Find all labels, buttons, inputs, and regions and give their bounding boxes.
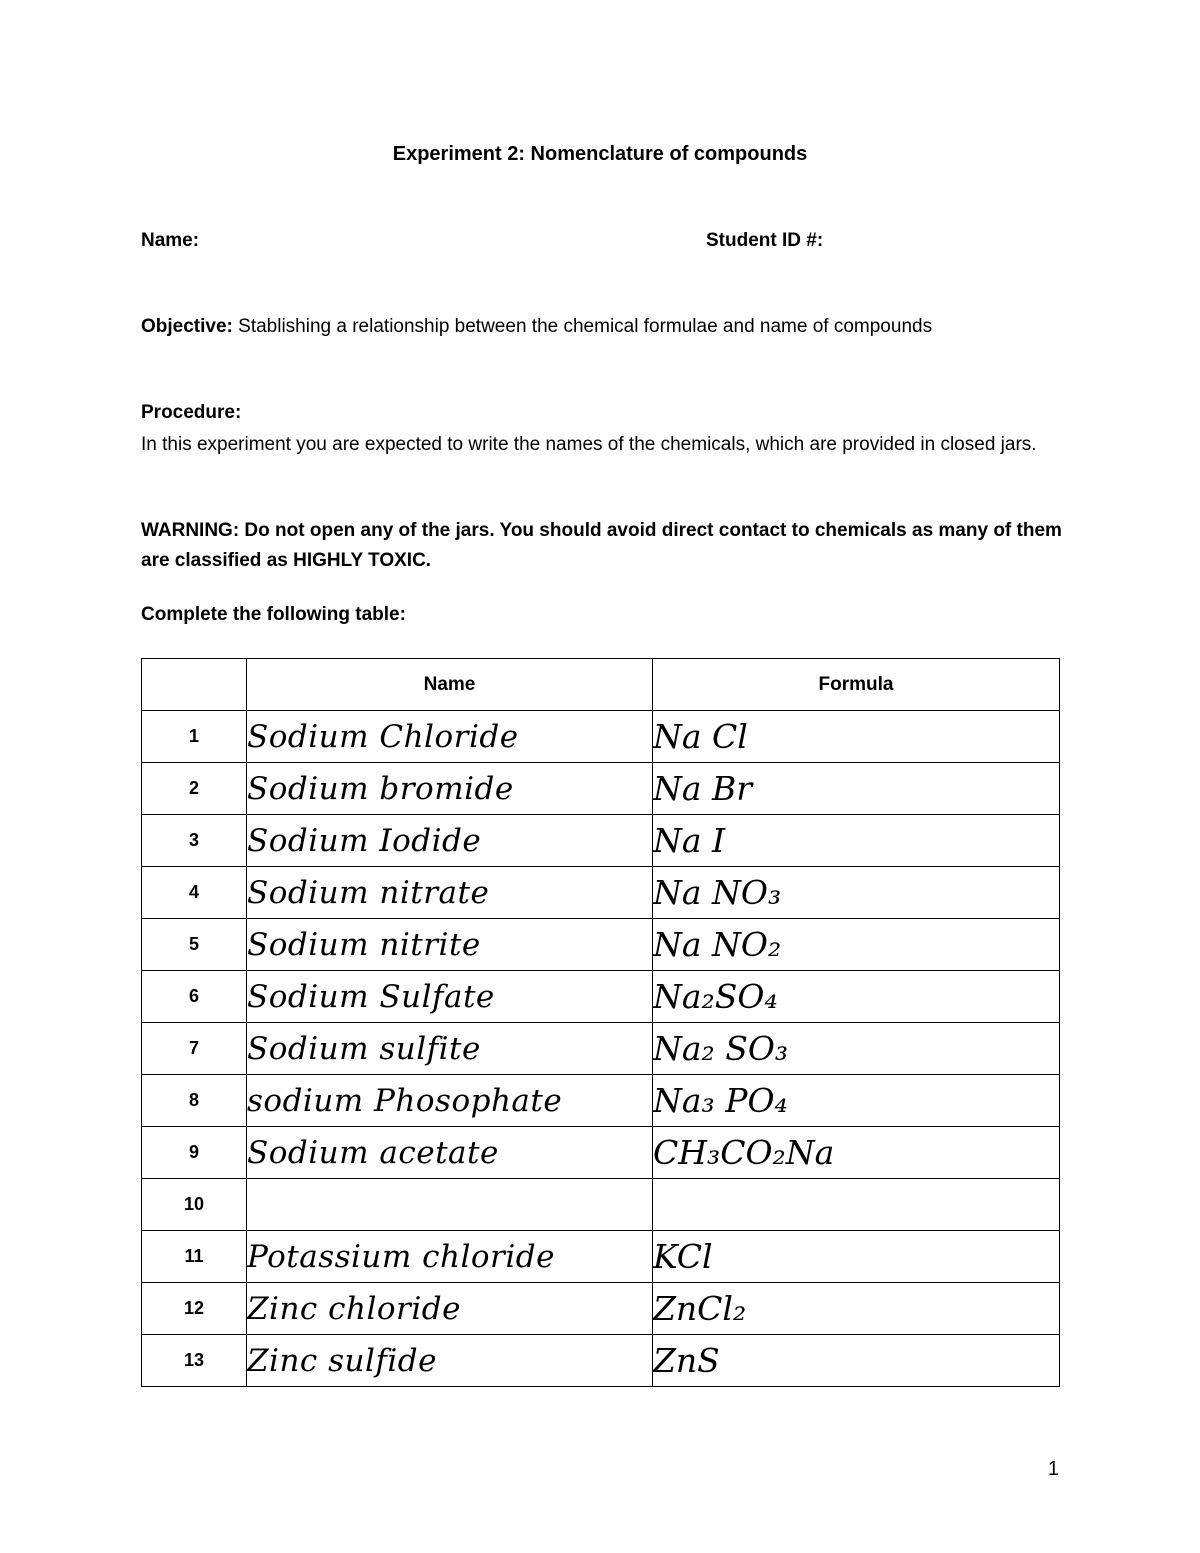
table-header-row <box>142 659 1060 711</box>
compound-formula <box>653 1179 1060 1231</box>
compound-name: Sodium Iodide <box>247 815 653 867</box>
compound-formula: Na Cl <box>653 711 1060 763</box>
table-intro: Complete the following table: <box>141 604 406 625</box>
row-number: 13 <box>142 1335 247 1387</box>
row-number: 4 <box>142 867 247 919</box>
compound-name: Sodium bromide <box>247 763 653 815</box>
warning-text: WARNING: Do not open any of the jars. You should avoid direct contact to chemicals as many of them are classified as HIGHLY TOXIC. <box>141 520 1062 571</box>
row-number: 3 <box>142 815 247 867</box>
compound-name: Sodium Chloride <box>247 711 653 763</box>
row-number: 12 <box>142 1283 247 1335</box>
compound-formula: KCl <box>653 1231 1060 1283</box>
table-row <box>142 1075 1060 1127</box>
row-number: 5 <box>142 919 247 971</box>
compound-name: Zinc sulfide <box>247 1335 653 1387</box>
row-number: 11 <box>142 1231 247 1283</box>
row-number: 9 <box>142 1127 247 1179</box>
row-number: 6 <box>142 971 247 1023</box>
table-row <box>142 711 1060 763</box>
compound-formula: ZnS <box>653 1335 1060 1387</box>
table-row <box>142 815 1060 867</box>
compound-formula: Na NO₃ <box>653 867 1060 919</box>
table-row <box>142 1231 1060 1283</box>
compound-name: Sodium sulfite <box>247 1023 653 1075</box>
compound-formula: ZnCl₂ <box>653 1283 1060 1335</box>
answers-table <box>141 658 1060 1387</box>
header-name: Name <box>247 659 653 711</box>
objective-text: Stablishing a relationship between the chemical formulae and name of compounds <box>232 316 933 337</box>
compound-name: Potassium chloride <box>247 1231 653 1283</box>
row-number: 2 <box>142 763 247 815</box>
page-title: Experiment 2: Nomenclature of compounds <box>392 143 808 165</box>
compound-name <box>247 1179 653 1231</box>
compound-formula: Na₃ PO₄ <box>653 1075 1060 1127</box>
compound-name: Sodium acetate <box>247 1127 653 1179</box>
compound-formula: Na I <box>653 815 1060 867</box>
table-row <box>142 919 1060 971</box>
table-row <box>142 1023 1060 1075</box>
compound-formula: CH₃CO₂Na <box>653 1127 1060 1179</box>
header-formula: Formula <box>653 659 1060 711</box>
name-label: Name: <box>141 230 200 251</box>
table-row <box>142 1335 1060 1387</box>
table-row <box>142 971 1060 1023</box>
objective-label: Objective: <box>141 316 233 337</box>
objective-paragraph <box>141 316 1101 338</box>
table-row <box>142 1127 1060 1179</box>
row-number: 1 <box>142 711 247 763</box>
student-id-label: Student ID #: <box>706 230 824 251</box>
table-row <box>142 867 1060 919</box>
compound-name: sodium Phosophate <box>247 1075 653 1127</box>
compound-name: Sodium Sulfate <box>247 971 653 1023</box>
row-number: 7 <box>142 1023 247 1075</box>
procedure-heading: Procedure: <box>141 402 242 423</box>
table-row <box>142 1283 1060 1335</box>
page-number: 1 <box>1047 1458 1059 1480</box>
compound-formula: Na₂SO₄ <box>653 971 1060 1023</box>
compound-name: Sodium nitrite <box>247 919 653 971</box>
compound-formula: Na₂ SO₃ <box>653 1023 1060 1075</box>
procedure-text: In this experiment you are expected to write the names of the chemicals, which are provided in closed jars. <box>141 434 1037 455</box>
table-row <box>142 763 1060 815</box>
compound-formula: Na Br <box>653 763 1060 815</box>
compound-formula: Na NO₂ <box>653 919 1060 971</box>
table-row <box>142 1179 1060 1231</box>
compound-name: Zinc chloride <box>247 1283 653 1335</box>
row-number: 8 <box>142 1075 247 1127</box>
header-number <box>142 659 247 711</box>
row-number: 10 <box>142 1179 247 1231</box>
compound-name: Sodium nitrate <box>247 867 653 919</box>
